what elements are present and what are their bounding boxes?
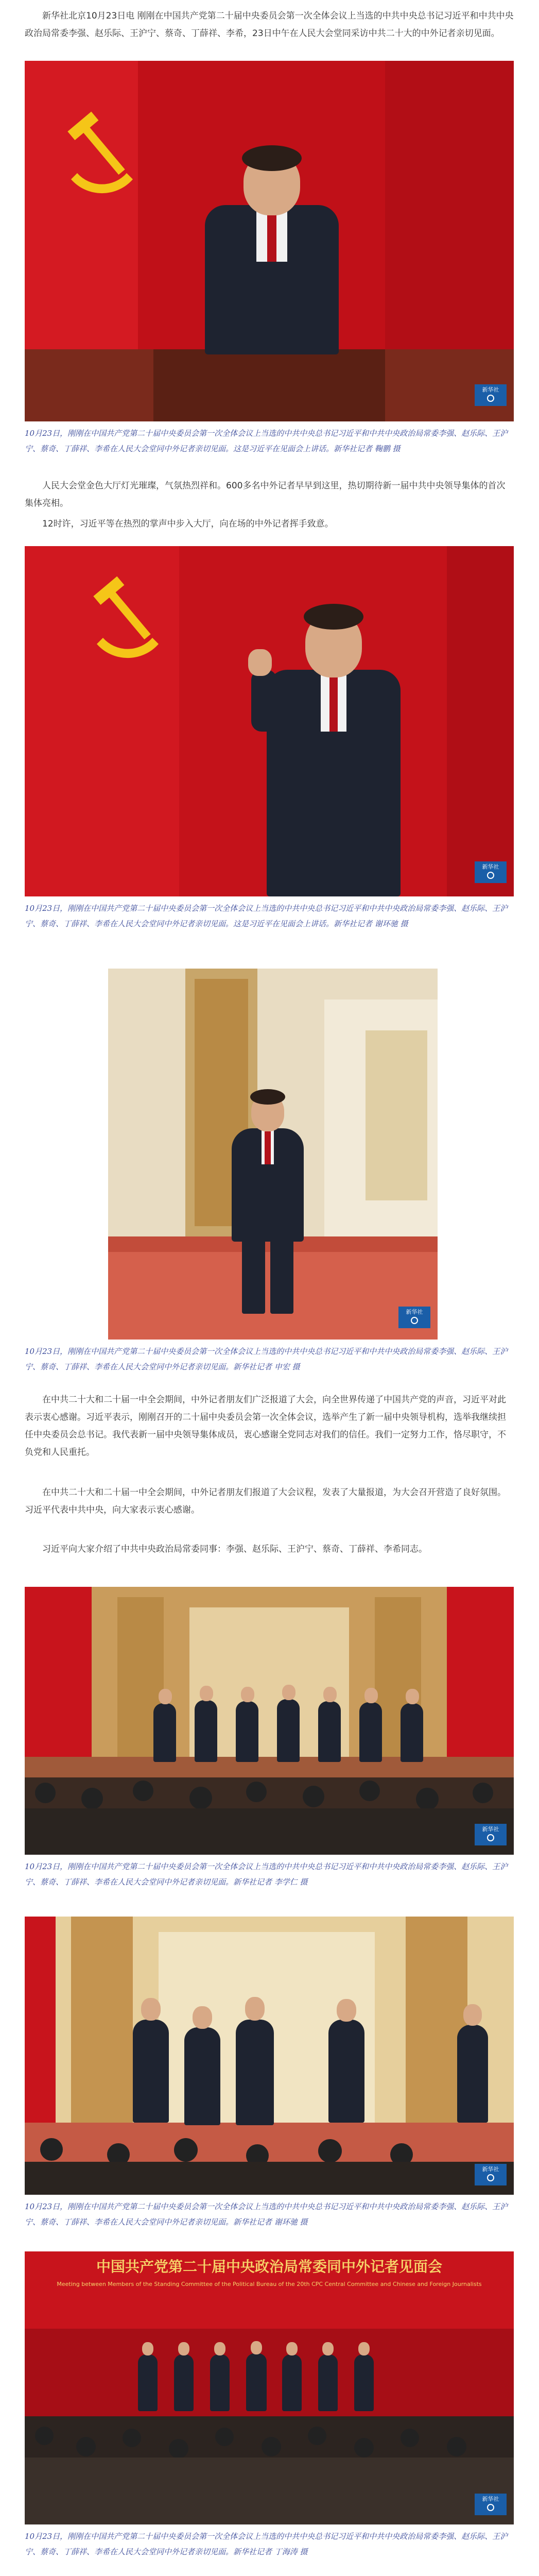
press-crowd xyxy=(25,2421,514,2524)
intro-paragraph: 新华社北京10月23日电 刚刚在中国共产党第二十届中央委员会第一次全体会议上当选的中共中央总书记习近平和中共中央政治局常委李强、赵乐际、王沪宁、蔡奇、丁薛祥、李希，23日中午在人民大会堂同采访中共二十大的中外记者亲切见面。 xyxy=(25,11,514,39)
photo-speech xyxy=(25,61,514,421)
photo-caption: 10月23日，刚刚在中国共产党第二十届中央委员会第一次全体会议上当选的中共中央总书记习近平和中共中央政治局常委李强、赵乐际、王沪宁、蔡奇、丁薛祥、李希在人民大会堂同中外记者亲切见面。新华社记者 谢环驰 摄 xyxy=(25,2202,508,2227)
banner-subtitle: Meeting between Members of the Standing Committee of the Political Bureau of the 20th CPC Central Committee and Chinese and Foreign Journalists xyxy=(57,2281,482,2287)
photo-press-meeting xyxy=(25,2251,514,2524)
speaker-figure xyxy=(195,138,349,354)
photo-wave xyxy=(25,546,514,896)
xinhua-watermark: 新华社 xyxy=(475,2164,507,2185)
xinhua-watermark: 新华社 xyxy=(398,1307,430,1328)
photo-walking xyxy=(108,969,438,1340)
audience-crowd xyxy=(25,1777,514,1855)
body-paragraph: 习近平向大家介绍了中共中央政治局常委同事：李强、赵乐际、王沪宁、蔡奇、丁薛祥、李希同志。 xyxy=(42,1544,427,1554)
body-paragraph: 12时许，习近平等在热烈的掌声中步入大厅，向在场的中外记者挥手致意。 xyxy=(42,519,334,529)
banner-title: 中国共产党第二十届中央政治局常委同中外记者见面会 xyxy=(96,2258,442,2275)
photo-caption: 10月23日，刚刚在中国共产党第二十届中央委员会第一次全体会议上当选的中共中央总书记习近平和中共中央政治局常委李强、赵乐际、王沪宁、蔡奇、丁薛祥、李希在人民大会堂同中外记者亲切见面。新华社记者 李学仁 摄 xyxy=(25,1862,508,1887)
waving-figure xyxy=(251,592,416,896)
body-paragraph: 在中共二十大和二十届一中全会期间，中外记者朋友们广泛报道了大会，向全世界传递了中国共产党的声音，习近平对此表示衷心感谢。习近平表示，刚刚召开的二十届中央委员会第一次全体会议，选举产生了新一届中央领导机构，选举我继续担任中央委员会总书记。我代表新一届中央领导集体成员，衷心感谢全党同志对我们的信任。我们一定努力工作，恪尽职守，不负党和人民重托。 xyxy=(25,1395,506,1458)
photo-caption: 10月23日，刚刚在中国共产党第二十届中央委员会第一次全体会议上当选的中共中央总书记习近平和中共中央政治局常委李强、赵乐际、王沪宁、蔡奇、丁薛祥、李希在人民大会堂同中外记者亲切见面。这是习近平在见面会上讲话。新华社记者 鞠鹏 摄 xyxy=(25,429,508,453)
xinhua-watermark: 新华社 xyxy=(475,861,507,883)
body-paragraph: 人民大会堂金色大厅灯光璀璨，气氛热烈祥和。600多名中外记者早早到这里，热切期待新一届中共中央领导集体的首次集体亮相。 xyxy=(25,481,506,509)
body-paragraph: 在中共二十大和二十届一中全会期间，中外记者朋友们报道了大会议程，发表了大量报道，为大会召开营造了良好氛围。习近平代表中共中央，向大家表示衷心感谢。 xyxy=(25,1487,506,1515)
walking-figure xyxy=(221,1087,314,1314)
xinhua-watermark: 新华社 xyxy=(475,1824,507,1845)
photo-caption: 10月23日，刚刚在中国共产党第二十届中央委员会第一次全体会议上当选的中共中央总书记习近平和中共中央政治局常委李强、赵乐际、王沪宁、蔡奇、丁薛祥、李希在人民大会堂同中外记者亲切见面。这是习近平在见面会上讲话。新华社记者 谢环驰 摄 xyxy=(25,904,508,928)
photo-caption: 10月23日，刚刚在中国共产党第二十届中央委员会第一次全体会议上当选的中共中央总书记习近平和中共中央政治局常委李强、赵乐际、王沪宁、蔡奇、丁薛祥、李希在人民大会堂同中外记者亲切见面。新华社记者 丁海涛 摄 xyxy=(25,2532,508,2556)
photo-leaders-walk xyxy=(25,1917,514,2195)
xinhua-watermark: 新华社 xyxy=(475,2494,507,2515)
photo-group-stage xyxy=(25,1587,514,1855)
audience-crowd xyxy=(25,2138,514,2195)
xinhua-watermark: 新华社 xyxy=(475,384,507,406)
photo-caption: 10月23日，刚刚在中国共产党第二十届中央委员会第一次全体会议上当选的中共中央总书记习近平和中共中央政治局常委李强、赵乐际、王沪宁、蔡奇、丁薛祥、李希在人民大会堂同中外记者亲切见面。新华社记者 申宏 摄 xyxy=(25,1347,508,1371)
